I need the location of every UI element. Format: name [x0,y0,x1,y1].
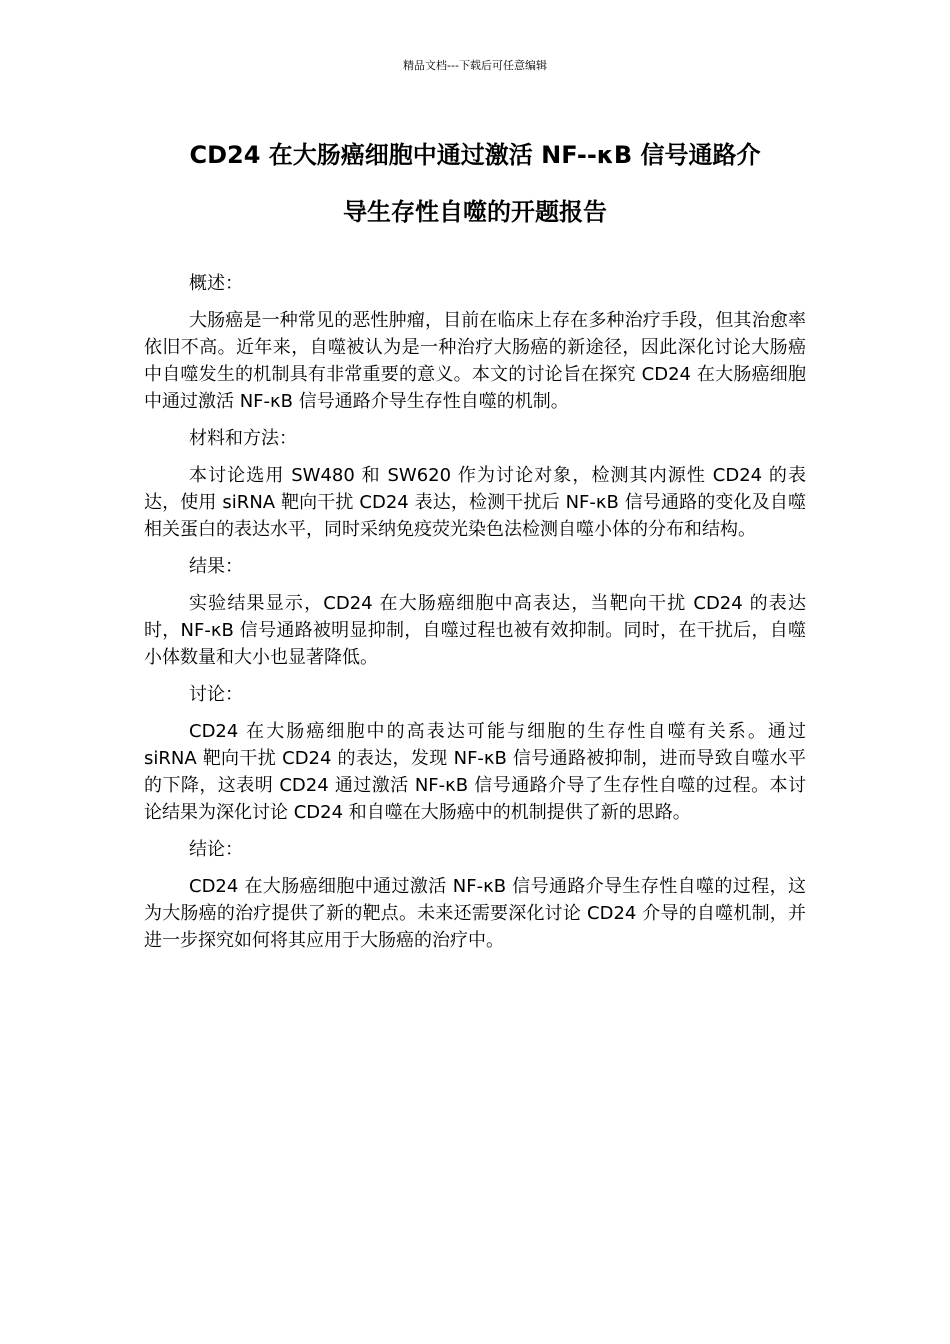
section-body-conclusion: CD24 在大肠癌细胞中通过激活 NF-κB 信号通路介导生存性自噬的过程，这为大肠癌的治疗提供了新的靶点。未来还需要深化讨论 CD24 介导的自噬机制，并进一步探究如何将其应用于大肠癌的治疗中。 [144,876,806,951]
section-body-discussion: CD24 在大肠癌细胞中的高表达可能与细胞的生存性自噬有关系。通过 siRNA 靶向干扰 CD24 的表达，发现 NF-κB 信号通路被抑制，进而导致自噬水平的下降，这表明 CD24 通过激活 NF-κB 信号通路介导了生存性自噬的过程。本讨论结果为深化讨论 CD24 和自噬在大肠癌中的机制提供了新的思路。 [144,721,806,823]
section-heading-overview: 概述： [189,273,243,294]
document-title-line-2: 导生存性自噬的开题报告 [343,198,607,226]
header-note: 精品文档---下载后可任意编辑 [403,59,547,72]
section-body-results: 实验结果显示，CD24 在大肠癌细胞中高表达，当靶向干扰 CD24 的表达时，NF-κB 信号通路被明显抑制，自噬过程也被有效抑制。同时，在干扰后，自噬小体数量和大小也显著降低。 [144,593,806,668]
document-title-line-1: CD24 在大肠癌细胞中通过激活 NF--κB 信号通路介 [189,141,761,169]
section-body-methods: 本讨论选用 SW480 和 SW620 作为讨论对象，检测其内源性 CD24 的表达，使用 siRNA 靶向干扰 CD24 表达，检测干扰后 NF-κB 信号通路的变化及自噬相关蛋白的表达水平，同时采纳免疫荧光染色法检测自噬小体的分布和结构。 [144,465,806,540]
section-body-overview: 大肠癌是一种常见的恶性肿瘤，目前在临床上存在多种治疗手段，但其治愈率依旧不高。近年来，自噬被认为是一种治疗大肠癌的新途径，因此深化讨论大肠癌中自噬发生的机制具有非常重要的意义。本文的讨论旨在探究 CD24 在大肠癌细胞中通过激活 NF-κB 信号通路介导生存性自噬的机制。 [144,310,806,412]
section-heading-conclusion: 结论： [189,839,243,860]
section-heading-discussion: 讨论： [189,684,243,705]
section-heading-results: 结果： [189,556,243,577]
section-heading-methods: 材料和方法： [189,428,297,449]
document-body [144,270,806,964]
